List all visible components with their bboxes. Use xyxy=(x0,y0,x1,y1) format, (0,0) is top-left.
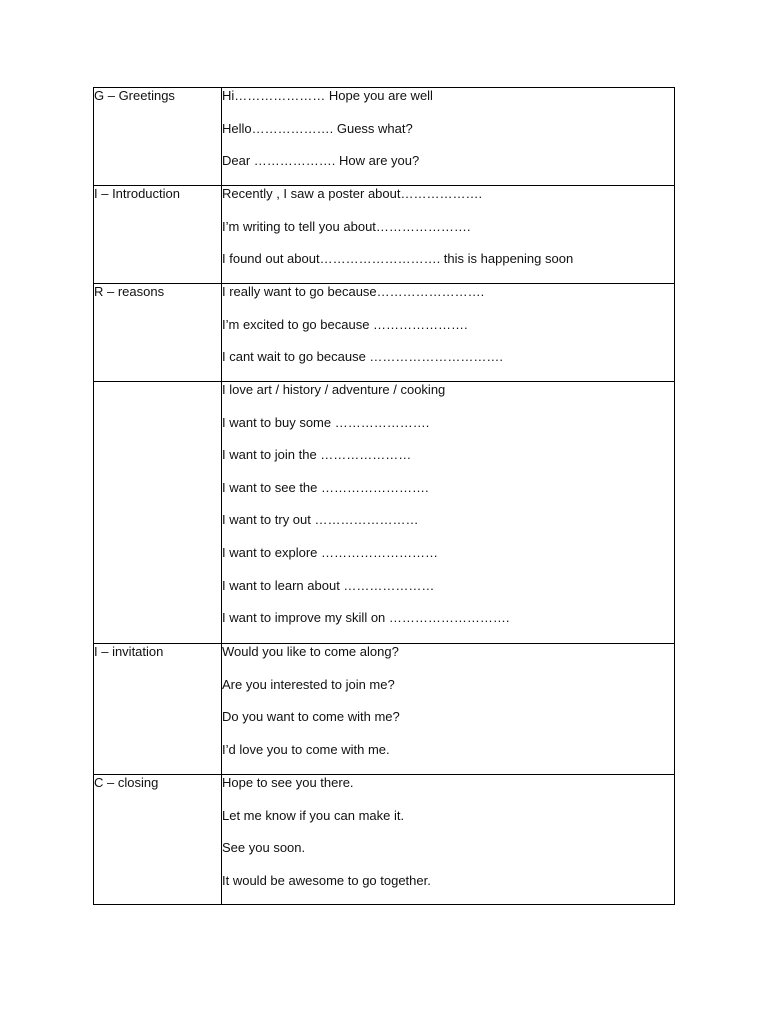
phrase-line: I cant wait to go because …………………………. xyxy=(222,349,504,365)
row-label: G – Greetings xyxy=(94,88,175,103)
phrase-cell xyxy=(222,88,675,186)
phrase-line: Hi………………… Hope you are well xyxy=(222,88,433,103)
row-label: R – reasons xyxy=(94,284,165,299)
row-label-cell xyxy=(94,88,222,186)
phrase-line: I want to try out …………………… xyxy=(222,512,419,528)
phrase-cell xyxy=(222,775,675,905)
row-label-cell xyxy=(94,284,222,382)
phrase-line: I want to see the ……………………. xyxy=(222,479,429,495)
phrase-line: I want to learn about ………………… xyxy=(222,577,435,593)
table-row-reasons xyxy=(94,284,675,382)
table-row-invitation xyxy=(94,644,675,775)
phrase-cell xyxy=(222,382,675,644)
phrase-line: I’d love you to come with me. xyxy=(222,741,390,757)
table-row-greetings xyxy=(94,88,675,186)
phrase-line: I found out about………………………. this is happening soon xyxy=(222,251,574,267)
phrase-line: I want to join the ………………… xyxy=(222,447,412,463)
phrase-line: Hello………………. Guess what? xyxy=(222,120,413,136)
phrase-line: I’m writing to tell you about…………………. xyxy=(222,218,471,234)
phrase-line: Do you want to come with me? xyxy=(222,709,400,725)
row-label xyxy=(94,382,221,398)
table-row-introduction xyxy=(94,186,675,284)
phrase-cell xyxy=(222,284,675,382)
table-row-closing xyxy=(94,775,675,905)
phrase-line: Recently , I saw a poster about………………. xyxy=(222,186,483,201)
row-label: I – Introduction xyxy=(94,186,180,201)
phrase-line: I really want to go because……………………. xyxy=(222,284,485,299)
phrase-cell xyxy=(222,186,675,284)
phrase-cell xyxy=(222,644,675,775)
row-label-cell xyxy=(94,644,222,775)
phrase-line: Dear ………………. How are you? xyxy=(222,153,420,169)
phrase-line: I love art / history / adventure / cooking xyxy=(222,382,446,397)
phrase-line: See you soon. xyxy=(222,840,306,856)
phrase-line: It would be awesome to go together. xyxy=(222,872,431,888)
phrase-line: I want to explore ……………………… xyxy=(222,544,438,560)
phrase-line: Would you like to come along? xyxy=(222,644,399,659)
row-label: I – invitation xyxy=(94,644,164,659)
row-label-cell xyxy=(94,382,222,644)
row-label-cell xyxy=(94,775,222,905)
phrase-line: I’m excited to go because …………………. xyxy=(222,316,468,332)
table-row-details xyxy=(94,382,675,644)
row-label-cell xyxy=(94,186,222,284)
phrase-line: Let me know if you can make it. xyxy=(222,807,405,823)
row-label: C – closing xyxy=(94,775,159,790)
phrase-line: I want to improve my skill on ………………………. xyxy=(222,610,510,626)
phrase-line: Hope to see you there. xyxy=(222,775,354,790)
phrase-line: I want to buy some …………………. xyxy=(222,414,430,430)
phrase-line: Are you interested to join me? xyxy=(222,676,395,692)
writing-frame-table xyxy=(93,87,675,905)
